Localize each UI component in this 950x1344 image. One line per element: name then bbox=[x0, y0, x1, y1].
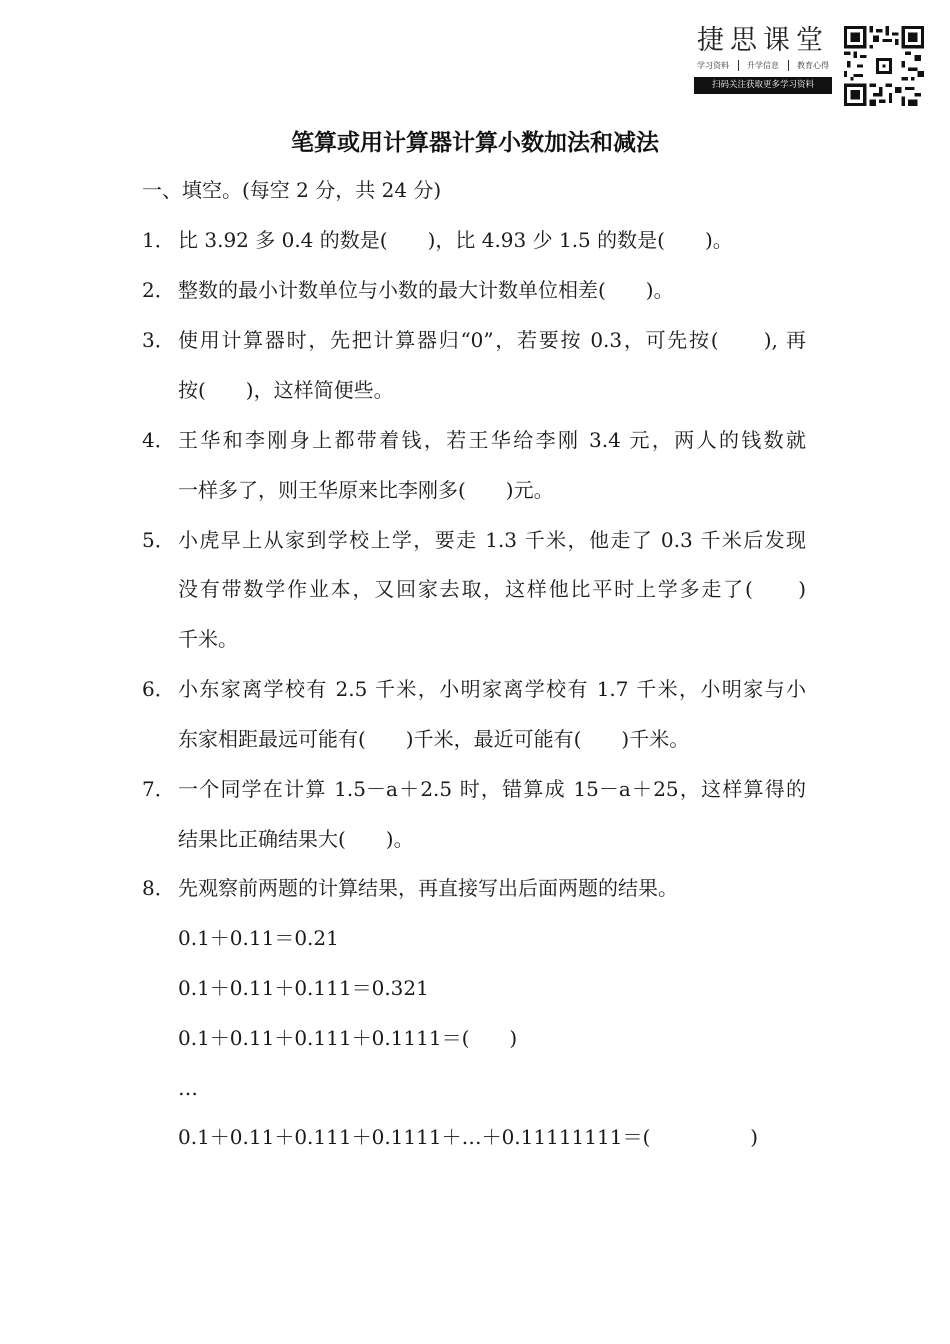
brand-tag: 升学信息 bbox=[747, 61, 779, 70]
question-text: 使用计算器时，先把计算器归“0”，若要按 0.3，可先按( ), 再 bbox=[178, 328, 806, 352]
brand-tags bbox=[694, 60, 832, 71]
question-number: 3． bbox=[142, 328, 175, 352]
qr-code-icon bbox=[844, 26, 924, 106]
question-text: 东家相距最远可能有( )千米，最近可能有( )千米。 bbox=[178, 727, 690, 751]
brand-block bbox=[694, 24, 832, 94]
question-number: 2． bbox=[142, 278, 175, 302]
question-text: 按( )，这样简便些。 bbox=[178, 378, 394, 402]
question-text: 小虎早上从家到学校上学，要走 1.3 千米，他走了 0.3 千米后发现 bbox=[178, 528, 806, 552]
question-number: 5． bbox=[142, 528, 175, 552]
question-number: 4． bbox=[142, 428, 175, 452]
brand-tag: 教育心得 bbox=[797, 61, 829, 70]
question-number: 6． bbox=[142, 677, 175, 701]
question-text: 整数的最小计数单位与小数的最大计数单位相差( )。 bbox=[178, 278, 674, 302]
section-heading: 一、填空。(每空 2 分，共 24 分) bbox=[142, 178, 442, 202]
brand-bar: 扫码关注获取更多学习资料 bbox=[694, 77, 832, 94]
equation-line: 0.1＋0.11＋0.111＋0.1111＝( ) bbox=[178, 1026, 518, 1050]
question-number: 1． bbox=[142, 228, 175, 252]
page-title: 笔算或用计算器计算小数加法和减法 bbox=[291, 130, 659, 156]
question-number: 8． bbox=[142, 876, 175, 900]
question-text: 一样多了，则王华原来比李刚多( )元。 bbox=[178, 478, 554, 502]
question-text: 先观察前两题的计算结果，再直接写出后面两题的结果。 bbox=[178, 876, 678, 900]
equation-line: 0.1＋0.11＋0.111＋0.1111＋…＋0.11111111＝( ) bbox=[178, 1125, 759, 1149]
divider bbox=[788, 60, 789, 71]
question-text: 王华和李刚身上都带着钱，若王华给李刚 3.4 元，两人的钱数就 bbox=[178, 428, 806, 452]
question-text: 比 3.92 多 0.4 的数是( )，比 4.93 少 1.5 的数是( )。 bbox=[178, 228, 733, 252]
question-text: 千米。 bbox=[178, 627, 238, 651]
ellipsis-line: … bbox=[178, 1076, 198, 1100]
question-text: 小东家离学校有 2.5 千米，小明家离学校有 1.7 千米，小明家与小 bbox=[178, 677, 806, 701]
equation-line: 0.1＋0.11＋0.111＝0.321 bbox=[178, 976, 429, 1000]
question-text: 没有带数学作业本，又回家去取，这样他比平时上学多走了( ) bbox=[178, 577, 806, 601]
question-text: 结果比正确结果大( )。 bbox=[178, 827, 414, 851]
brand-name: 捷思课堂 bbox=[697, 25, 829, 56]
equation-line: 0.1＋0.11＝0.21 bbox=[178, 926, 339, 950]
divider bbox=[738, 60, 739, 71]
question-number: 7． bbox=[142, 777, 175, 801]
brand-tag: 学习资料 bbox=[697, 61, 729, 70]
question-text: 一个同学在计算 1.5－a＋2.5 时，错算成 15－a＋25，这样算得的 bbox=[178, 777, 806, 801]
